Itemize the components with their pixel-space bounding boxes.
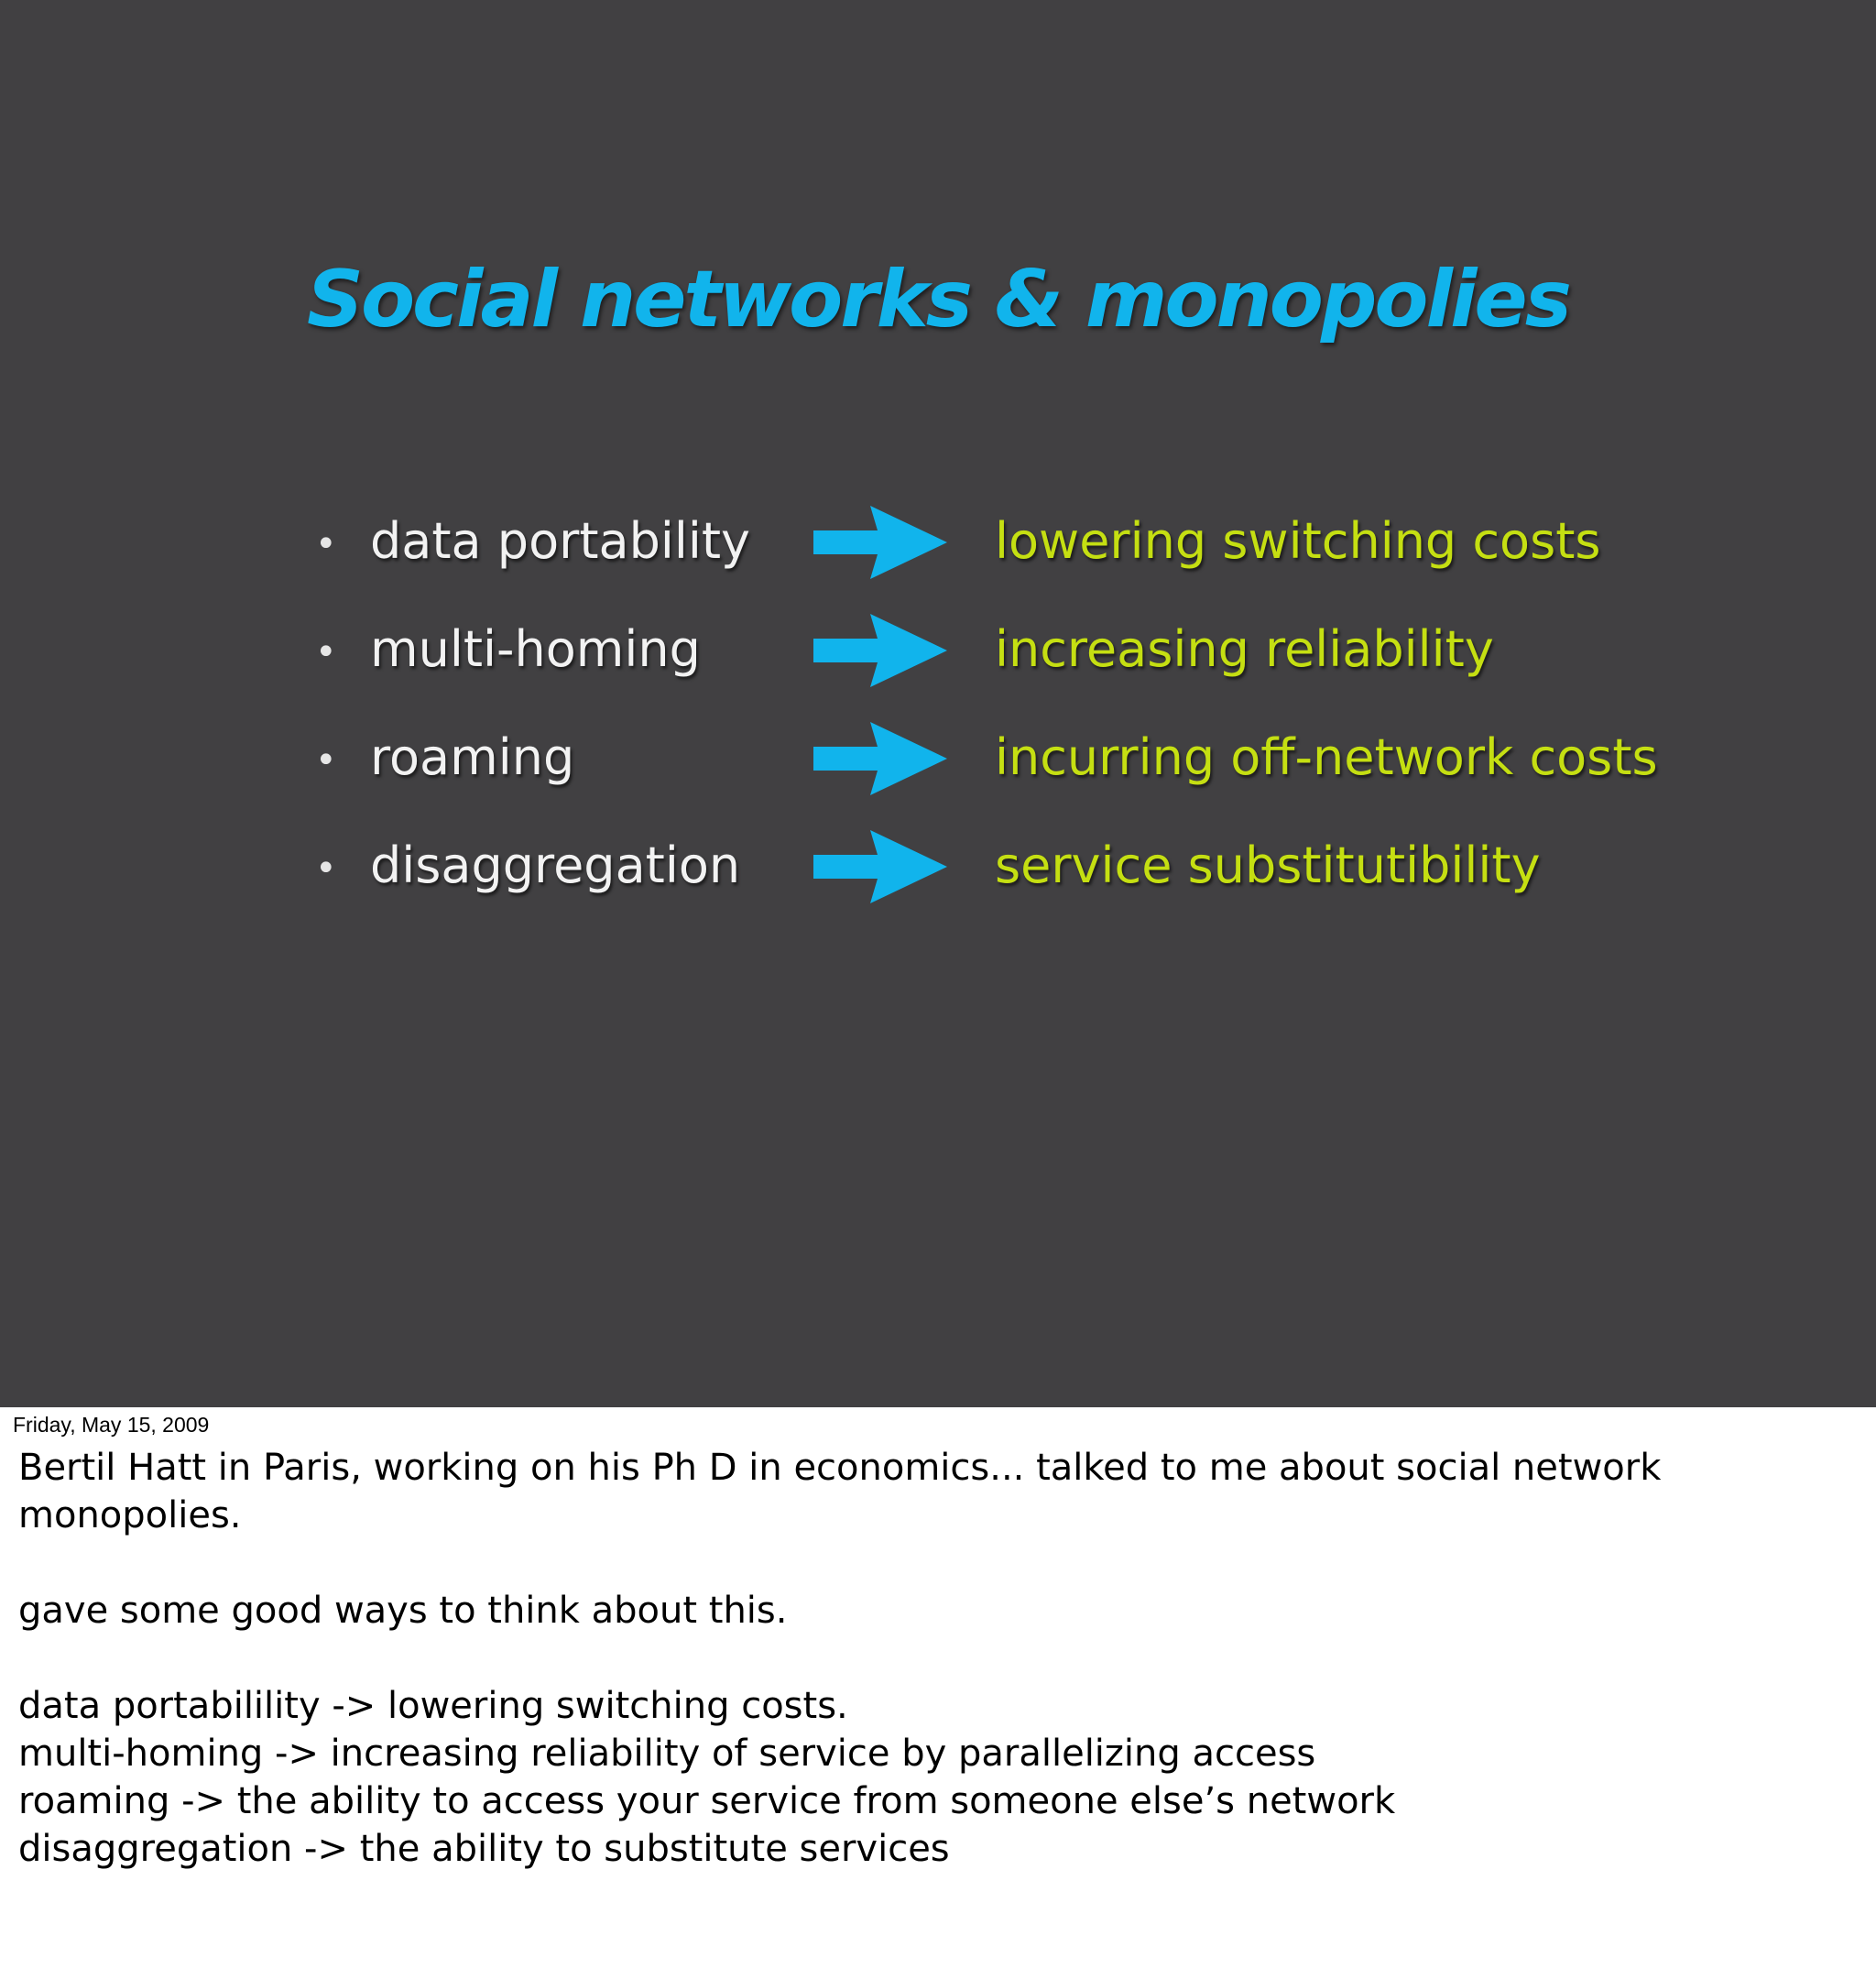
concept-label: multi-homing <box>370 620 701 678</box>
note-line: data portabilility -> lowering switching costs. <box>18 1685 848 1727</box>
mapping-row <box>0 489 1876 597</box>
effect-label: lowering switching costs <box>995 512 1601 570</box>
concept-label: disaggregation <box>370 836 741 894</box>
mapping-row <box>0 597 1876 705</box>
slide-date: Friday, May 15, 2009 <box>13 1413 210 1437</box>
note-line: disaggregation -> the ability to substitute services <box>18 1828 950 1870</box>
bullet: • <box>315 847 337 890</box>
mapping-row <box>0 814 1876 922</box>
concept-label: data portability <box>370 512 750 570</box>
effect-label: incurring off-network costs <box>995 728 1658 786</box>
bullet: • <box>315 523 337 565</box>
arrow-right-icon <box>813 722 947 795</box>
mapping-row <box>0 705 1876 814</box>
effect-label: service substitutibility <box>995 836 1541 894</box>
bullet: • <box>315 739 337 782</box>
bullet: • <box>315 631 337 673</box>
note-line: Bertil Hatt in Paris, working on his Ph D in economics... talked to me about social network <box>18 1447 1662 1489</box>
note-line: gave some good ways to think about this. <box>18 1590 788 1632</box>
arrow-right-icon <box>813 506 947 579</box>
note-line <box>18 1539 1860 1587</box>
note-line <box>18 1635 1860 1682</box>
speaker-notes <box>18 1444 1860 1873</box>
effect-label: increasing reliability <box>995 620 1494 678</box>
note-line: monopolies. <box>18 1494 242 1536</box>
note-line: multi-homing -> increasing reliability of service by parallelizing access <box>18 1733 1316 1775</box>
note-line: roaming -> the ability to access your service from someone else’s network <box>18 1780 1396 1822</box>
concept-label: roaming <box>370 728 575 786</box>
arrow-right-icon <box>813 614 947 687</box>
slide-title: Social networks & monopolies <box>307 254 1569 345</box>
arrow-right-icon <box>813 830 947 903</box>
